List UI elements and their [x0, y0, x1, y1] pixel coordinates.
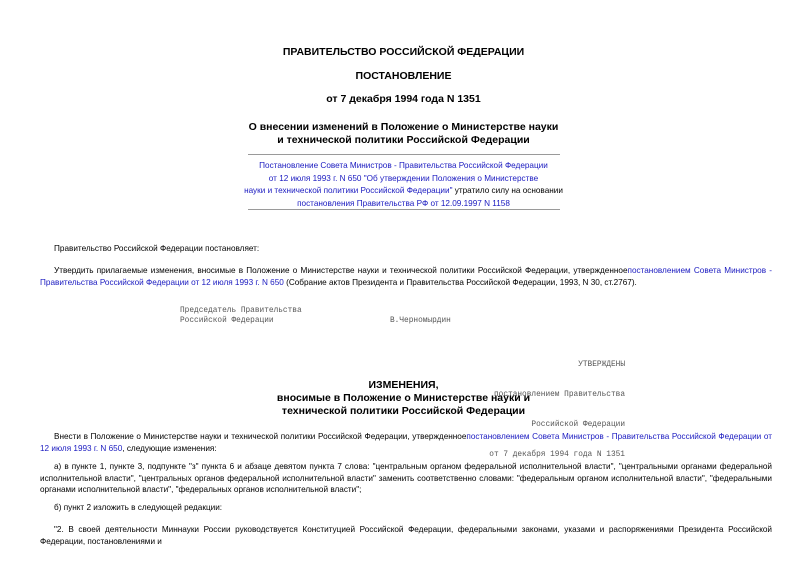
changes-decree-link[interactable]: постановлением Совета Министров - Правительства Российской Федерации от 12 июля 1993 г. N 650	[40, 432, 772, 453]
signature-name: В.Черномырдин	[390, 317, 451, 325]
note-line-4[interactable]: постановления Правительства РФ от 12.09.1997 N 1158	[297, 198, 510, 208]
document-type: ПОСТАНОВЛЕНИЕ	[355, 70, 452, 82]
document-date: от 7 декабря 1994 года N 1351	[326, 93, 481, 105]
note-line-1[interactable]: Постановление Совета Министров - Правительства Российской Федерации	[259, 161, 548, 170]
change-b-text: "2. В своей деятельности Миннауки России руководствуется Конституцией Российской Федерации, федеральными законами, указами и распоряжениями Президента Российской Федерации, постановлениями и	[40, 525, 772, 546]
approval-stamp: УТВЕРЖДЕНЫ постановлением Правительства Российской Федерации от 7 декабря 1994 года N 1351	[489, 361, 625, 459]
resolution-intro: Правительство Российской Федерации постановляет:	[54, 244, 260, 253]
change-a: а) в пункте 1, пункте 3, подпункте "з" пункта 6 и абзаце девятом пункта 7 слова: "центральным органом федеральной исполнительной власти", "центральными органами федеральной исполнительной власти", "центральных органов федеральной исполнительной власти" заменить соответственно словами: "федеральным органом исполнительной власти", "федеральными органами исполнительной власти", "федеральных органов исполнительной власти";	[40, 462, 772, 494]
decree-650-link[interactable]: постановлением Совета Министров - Правительства Российской Федерации от 12 июля 1993 г. N 650	[40, 266, 772, 287]
note-bottom-rule	[248, 209, 560, 210]
title-line-2: и технической политики Российской Федерации	[277, 134, 530, 146]
title-line-1: О внесении изменений в Положение о Министерстве науки	[248, 121, 559, 133]
note-top-rule	[248, 154, 560, 155]
note-text: утратило силу на основании	[452, 186, 563, 195]
government-name: ПРАВИТЕЛЬСТВО РОССИЙСКОЙ ФЕДЕРАЦИИ	[282, 46, 525, 58]
note-line-3	[0, 185, 807, 198]
changes-title: ИЗМЕНЕНИЯ, вносимые в Положение о Министерстве науки и технической политики Российской Федерации	[276, 379, 531, 417]
note-link[interactable]: науки и технической политики Российской Федерации"	[244, 186, 453, 195]
change-b: б) пункт 2 изложить в следующей редакции:	[54, 503, 223, 512]
status-note	[0, 160, 807, 210]
changes-intro: Внести в Положение о Министерстве науки и технической политики Российской Федерации, утвержденноепостановлением Совета Министров - Правительства Российской Федерации от 12 июля 1993 г. N 650, следующие изменения:	[40, 432, 772, 453]
document-title	[0, 121, 807, 147]
signature-title: Председатель Правительства Российской Федерации	[180, 307, 302, 325]
resolution-paragraph: Утвердить прилагаемые изменения, вносимые в Положение о Министерстве науки и технической политики Российской Федерации, утвержденноепостановлением Совета Министров - Правительства Российской Федерации от 12 июля 1993 г. N 650 (Собрание актов Президента и Правительства Российской Федерации, 1993, N 30, ст.2767).	[40, 266, 772, 287]
note-line-2[interactable]: от 12 июля 1993 г. N 650 "Об утверждении Положения о Министерстве	[268, 173, 539, 183]
